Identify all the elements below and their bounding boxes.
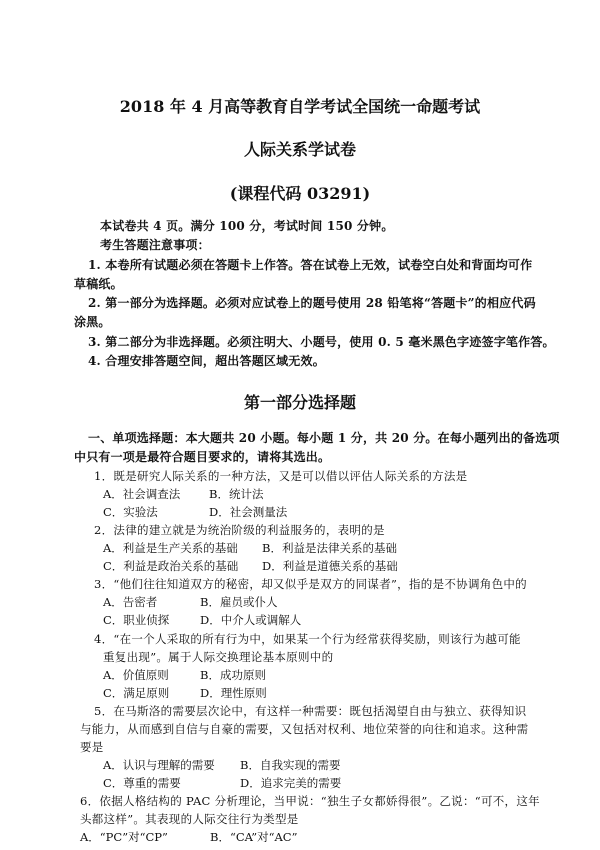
question-5-option-d: D．追求完美的需要	[240, 776, 342, 790]
question-1-option-a: A．社会调查法	[103, 487, 181, 501]
question-4-option-d: D．理性原则	[200, 686, 267, 700]
question-5-stem-line3: 要是	[80, 740, 104, 754]
question-4-option-c: C．满足原则	[103, 686, 170, 700]
question-3-stem: 3．“他们往往知道双方的秘密，却又似乎是双方的同谋者”，指的是不协调角色中的	[94, 577, 527, 591]
question-3-option-c: C．职业侦探	[103, 613, 170, 627]
note-item-2-line1: 2. 第一部分为选择题。必须对应试卷上的题号使用 28 铅笔将“答题卡”的相应代码	[88, 296, 536, 310]
question-3-option-a: A．告密者	[103, 595, 158, 609]
question-1-option-d: D．社会测量法	[209, 505, 288, 519]
question-4-option-b: B．成功原则	[200, 668, 266, 682]
question-6-option-b: B．“CA”对“AC”	[210, 830, 298, 844]
question-2-stem: 2．法律的建立就是为统治阶级的利益服务的，表明的是	[94, 523, 385, 537]
question-1-stem: 1．既是研究人际关系的一种方法，又是可以借以评估人际关系的方法是	[94, 469, 468, 483]
question-1-option-b: B．统计法	[209, 487, 264, 501]
question-5-option-c: C．尊重的需要	[103, 776, 181, 790]
exam-title: 2018 年 4 月高等教育自学考试全国统一命题考试	[119, 97, 481, 116]
question-2-option-c: C．利益是政治关系的基础	[103, 559, 239, 573]
note-item-3: 3. 第二部分为非选择题。必须注明大、小题号，使用 0. 5 毫米黑色字迹签字笔作答。	[88, 335, 555, 349]
question-4-option-a: A．价值原则	[103, 668, 169, 682]
section-title: 第一部分选择题	[243, 393, 356, 412]
question-2-option-a: A．利益是生产关系的基础	[103, 541, 238, 555]
paper-title: 人际关系学试卷	[243, 140, 356, 159]
question-4-stem-line2: 重复出现”。属于人际交换理论基本原则中的	[103, 650, 334, 664]
question-4-stem-line1: 4．“在一个人采取的所有行为中，如果某一个行为经常获得奖励，则该行为越可能	[94, 632, 521, 646]
note-item-4: 4. 合理安排答题空间，超出答题区域无效。	[88, 354, 325, 368]
question-6-stem-line2: 头都这样”。其表现的人际交往行为类型是	[80, 812, 299, 826]
question-2-option-b: B．利益是法律关系的基础	[262, 541, 397, 555]
question-5-stem-line1: 5．在马斯洛的需要层次论中，有这样一种需要：既包括渴望自由与独立、获得知识	[94, 704, 527, 718]
notes-summary: 本试卷共 4 页。满分 100 分，考试时间 150 分钟。	[100, 219, 394, 233]
note-item-1-line1: 1. 本卷所有试题必须在答题卡上作答。答在试卷上无效，试卷空白处和背面均可作	[88, 258, 533, 272]
question-3-option-b: B．雇员或仆人	[200, 595, 278, 609]
question-6-option-a: A．“PC”对“CP”	[80, 830, 168, 844]
section-intro-line2: 中只有一项是最符合题目要求的，请将其选出。	[74, 450, 331, 464]
course-code: (课程代码 03291)	[229, 184, 371, 203]
question-5-option-b: B．自我实现的需要	[240, 758, 341, 772]
note-item-1-line2: 草稿纸。	[74, 277, 123, 291]
section-intro-line1: 一、单项选择题：本大题共 20 小题。每小题 1 分，共 20 分。在每小题列出的备选项	[88, 431, 560, 445]
question-6-stem-line1: 6．依据人格结构的 PAC 分析理论，当甲说：“独生子女都娇得很”。乙说：“可不，这年	[80, 794, 540, 808]
note-item-2-line2: 涂黑。	[74, 315, 111, 329]
question-5-stem-line2: 与能力，从而感到自信与自豪的需要，又包括对权利、地位荣誉的向往和追求。这种需	[80, 722, 529, 736]
question-2-option-d: D．利益是道德关系的基础	[262, 559, 398, 573]
question-5-option-a: A．认识与理解的需要	[103, 758, 215, 772]
notes-heading: 考生答题注意事项：	[100, 238, 210, 252]
question-1-option-c: C．实验法	[103, 505, 158, 519]
question-3-option-d: D．中介人或调解人	[200, 613, 302, 627]
